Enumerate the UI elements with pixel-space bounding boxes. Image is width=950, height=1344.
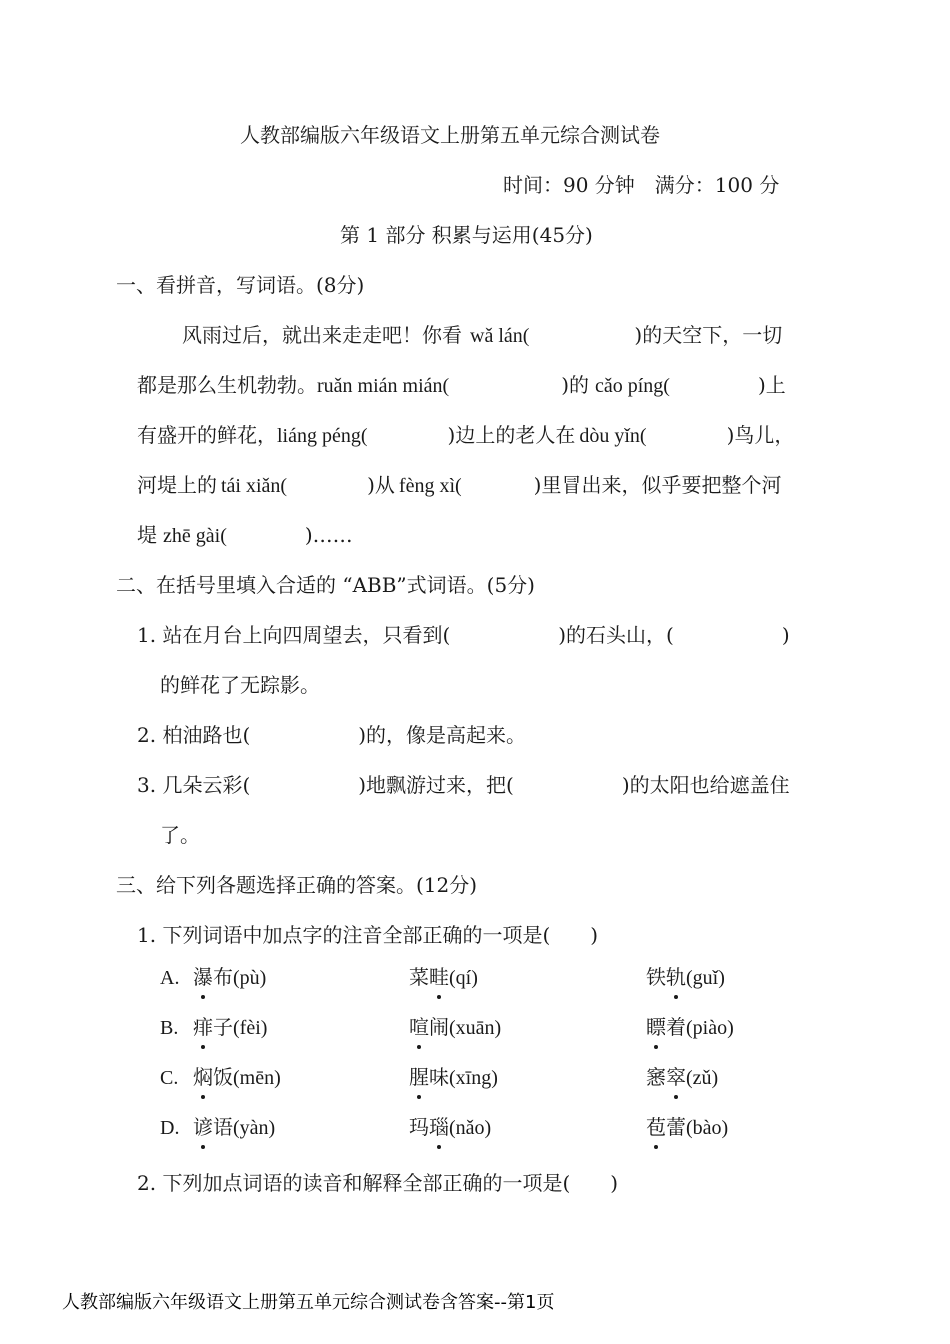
- section3-q2: 2. 下列加点词语的读音和解释全部正确的一项是( ): [137, 1171, 619, 1195]
- section2-q1-line1: 1. 站在月台上向四周望去，只看到( )的石头山，( ): [137, 623, 790, 647]
- section3-heading: 三、给下列各题选择正确的答案。(12分): [116, 873, 478, 897]
- option-word-1: 谚语(yàn): [193, 1115, 276, 1139]
- section2-q1-line2: 的鲜花了无踪影。: [160, 673, 320, 697]
- section1-line-1: 风雨过后，就出来走走吧！你看 wǎ lán( )的天空下，一切: [182, 323, 783, 347]
- option-word-1: 痱子(fèi): [193, 1015, 268, 1039]
- section3-q1: 1. 下列词语中加点字的注音全部正确的一项是( ): [137, 923, 599, 947]
- section2-heading: 二、在括号里填入合适的 “ABB”式词语。(5分): [116, 573, 535, 597]
- option-word-3: 窸窣(zǔ): [646, 1065, 719, 1089]
- option-label: C.: [160, 1067, 179, 1089]
- document-title: 人教部编版六年级语文上册第五单元综合测试卷: [240, 123, 660, 147]
- option-word-2: 菜畦(qí): [409, 965, 478, 989]
- section2-q2: 2. 柏油路也( )的，像是高起来。: [137, 723, 527, 747]
- time-and-score: 时间：90 分钟 满分：100 分: [503, 173, 780, 197]
- section1-line-5: 堤 zhē gài( )……: [137, 523, 353, 547]
- option-word-3: 铁轨(guǐ): [646, 965, 725, 989]
- option-word-2: 腥味(xīng): [409, 1065, 498, 1089]
- option-label: B.: [160, 1017, 179, 1039]
- option-label: D.: [160, 1117, 180, 1139]
- option-word-2: 喧闹(xuān): [409, 1015, 502, 1039]
- page-footer: 人教部编版六年级语文上册第五单元综合测试卷含答案--第1页: [62, 1292, 555, 1313]
- option-word-2: 玛瑙(nǎo): [409, 1115, 492, 1139]
- option-label: A.: [160, 967, 180, 989]
- option-word-3: 瞟着(piào): [646, 1015, 734, 1039]
- section1-line-3: 有盛开的鲜花，liáng péng( )边上的老人在 dòu yǐn( )鸟儿，: [137, 423, 795, 447]
- section2-q3-line1: 3. 几朵云彩( )地飘游过来，把( )的太阳也给遮盖住: [137, 773, 790, 797]
- part-heading: 第 1 部分 积累与运用(45分): [340, 223, 593, 247]
- option-word-1: 焖饭(mēn): [193, 1065, 281, 1089]
- section1-line-4: 河堤上的 tái xiǎn( )从 fèng xì( )里冒出来，似乎要把整个河: [137, 473, 782, 497]
- section2-q3-line2: 了。: [160, 823, 200, 847]
- section1-line-2: 都是那么生机勃勃。ruǎn mián mián( )的 cǎo píng( )上: [137, 373, 786, 397]
- option-word-3: 苞蕾(bào): [646, 1115, 729, 1139]
- section1-heading: 一、看拼音，写词语。(8分): [116, 273, 365, 297]
- option-word-1: 瀑布(pù): [193, 965, 267, 989]
